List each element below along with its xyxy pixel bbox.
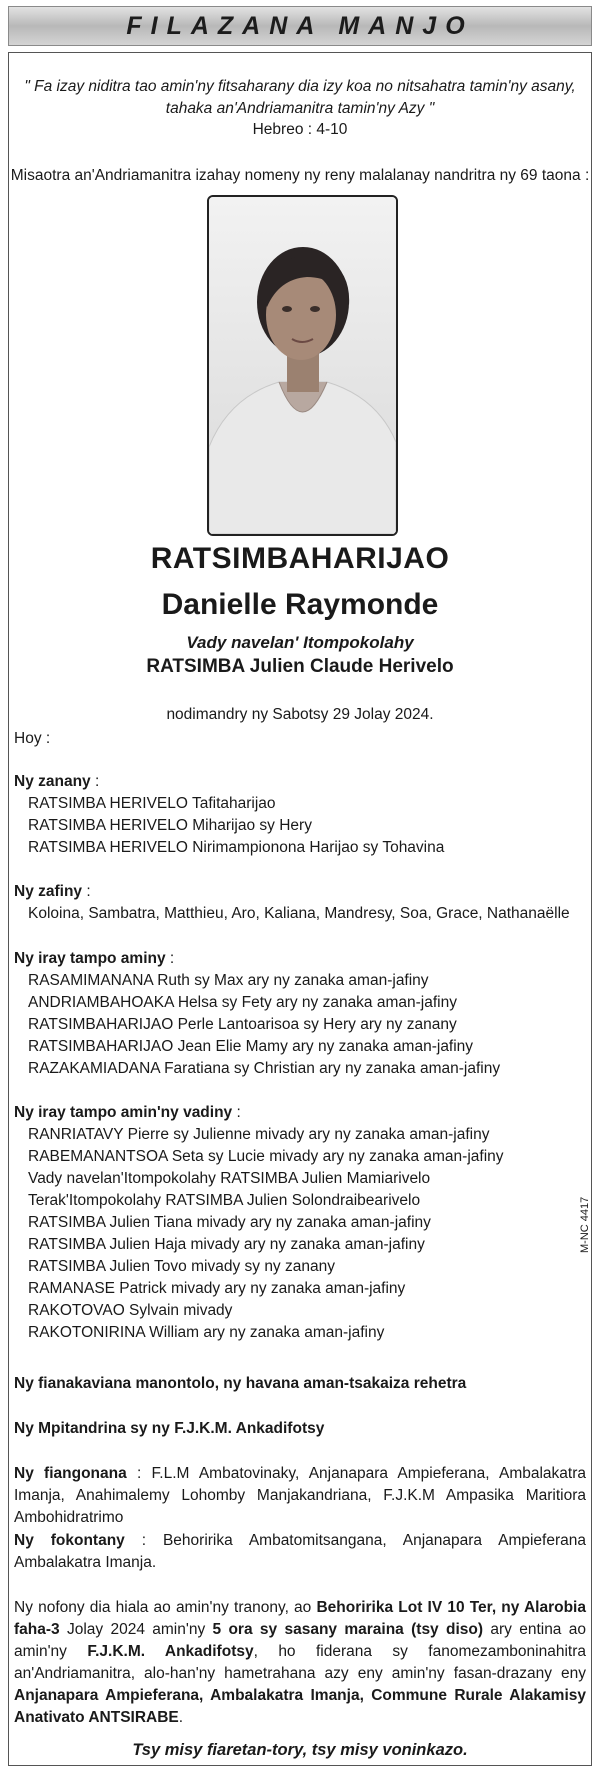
section-label: Ny zafiny — [14, 883, 83, 900]
list-item: Koloina, Sambatra, Matthieu, Aro, Kaliana, Mandresy, Soa, Grace, Nathanaëlle — [28, 905, 570, 922]
section-label: Ny iray tampo aminy — [14, 950, 166, 967]
header-title: FILAZANA MANJO — [126, 11, 474, 40]
section-mpitandrina: Ny Mpitandrina sy ny F.J.K.M. Ankadifotsy — [14, 1420, 325, 1437]
section-fiangonana — [14, 1463, 586, 1529]
deceased-given-names: Danielle Raymonde — [161, 588, 439, 621]
thanks-line: Misaotra an'Andriamanitra izahay nomeny ny reny malalanay nandritra ny 69 taona : — [10, 167, 590, 184]
closing-note: Tsy misy fiaretan-tory, tsy misy voninkazo. — [132, 1741, 468, 1759]
list-item: RAKOTOVAO Sylvain mivady — [28, 1302, 233, 1319]
section-zanany: Ny zanany : RATSIMBA HERIVELO Tafitaharijao RATSIMBA HERIVELO Miharijao sy Hery RATSIMBA HERIVELO Nirimampionona Harijao sy Tohavina — [14, 771, 586, 859]
section-label: Ny zanany — [14, 773, 91, 790]
bible-quote: " Fa izay niditra tao amin'ny fitsaharany dia izy koa no nitsahatra tamin'ny asany, tahaka an'Andriamanitra tamin'ny Azy " — [24, 78, 576, 117]
section-label: Ny iray tampo amin'ny vadiny — [14, 1104, 233, 1121]
header-banner — [8, 6, 592, 46]
section-label: Ny fiangonana — [14, 1465, 127, 1482]
list-item: RANRIATAVY Pierre sy Julienne mivady ary ny zanaka aman-jafiny — [28, 1126, 490, 1143]
section-label: Ny fokontany — [14, 1532, 125, 1549]
deceased-surname: RATSIMBAHARIJAO — [150, 542, 450, 575]
section-text: : F.L.M Ambatovinaky, Anjanapara Ampieferana, Ambalakatra Imanja, Anahimalemy Lohomby Manjakandriana, F.J.K.M Ampasika Maritiora Ambohidratrimo — [14, 1465, 586, 1526]
list-item: RATSIMBAHARIJAO Perle Lantoarisoa sy Hery ary ny zanany — [28, 1016, 457, 1033]
section-fokontany — [14, 1530, 586, 1574]
list-item: RASAMIMANANA Ruth sy Max ary ny zanaka aman-jafiny — [28, 972, 429, 989]
list-item: RATSIMBA Julien Tiana mivady ary ny zanaka aman-jafiny — [28, 1214, 431, 1231]
portrait-photo — [207, 195, 398, 536]
list-item: RABEMANANTSOA Seta sy Lucie mivady ary ny zanaka aman-jafiny — [28, 1148, 504, 1165]
reference-code: M-NC 4417 — [579, 1196, 591, 1253]
section-text: : Behoririka Ambatomitsangana, Anjanapara Ampieferana Ambalakatra Imanja. — [14, 1532, 586, 1571]
list-item: RAMANASE Patrick mivady ary ny zanaka aman-jafiny — [28, 1280, 406, 1297]
hoy-label: Hoy : — [14, 730, 51, 747]
list-item: RATSIMBA HERIVELO Tafitaharijao — [28, 795, 276, 812]
list-item: RAKOTONIRINA William ary ny zanaka aman-jafiny — [28, 1324, 385, 1341]
list-item: Vady navelan'Itompokolahy RATSIMBA Julien Mamiarivelo — [28, 1170, 431, 1187]
list-item: RATSIMBAHARIJAO Jean Elie Mamy ary ny zanaka aman-jafiny — [28, 1038, 474, 1055]
death-date: nodimandry ny Sabotsy 29 Jolay 2024. — [166, 706, 434, 723]
list-item: RATSIMBA HERIVELO Miharijao sy Hery — [28, 817, 312, 834]
section-iray-tampo-vadiny: Ny iray tampo amin'ny vadiny : RANRIATAVY Pierre sy Julienne mivady ary ny zanaka aman-jafiny RABEMANANTSOA Seta sy Lucie mivady ary ny zanaka aman-jafiny Vady navelan'Itompokolahy RATSIMBA Julien Mamiarivelo Terak'Itompokolahy RATSIMBA Julien Solondraibearivelo RATSIMBA Julien Tiana mivady ary ny zanaka aman-jafiny RATSIMBA Julien Haja mivady ary ny zanaka aman-jafiny RATSIMBA Julien Tovo mivady sy ny zanany RAMANASE Patrick mivady ary ny zanaka aman-jafiny RAKOTOVAO Sylvain mivady RAKOTONIRINA William ary ny zanaka aman-jafiny — [14, 1102, 586, 1344]
section-fianakaviana: Ny fianakaviana manontolo, ny havana aman-tsakaiza rehetra — [14, 1375, 467, 1392]
list-item: Terak'Itompokolahy RATSIMBA Julien Solondraibearivelo — [28, 1192, 421, 1209]
section-zafiny: Ny zafiny : Koloina, Sambatra, Matthieu, Aro, Kaliana, Mandresy, Soa, Grace, Nathanaëlle — [14, 881, 586, 925]
funeral-details: Ny nofony dia hiala ao amin'ny tranony, ao Behoririka Lot IV 10 Ter, ny Alarobia faha-3 Jolay 2024 amin'ny 5 ora sy sasany maraina (tsy diso) ary entina ao amin'ny F.J.K.M. Ankadifotsy, ho fiderana sy fanomezamboninahitra an'Andriamanitra, alo-han'ny hametrahana azy eny amin'ny fasan-drazany eny Anjanapara Ampieferana, Ambalakatra Imanja, Commune Rurale Alakamisy Anativato ANTSIRABE. — [14, 1599, 586, 1726]
list-item: RATSIMBA Julien Haja mivady ary ny zanaka aman-jafiny — [28, 1236, 425, 1253]
list-item: RAZAKAMIADANA Faratiana sy Christian ary ny zanaka aman-jafiny — [28, 1060, 501, 1077]
section-iray-tampo: Ny iray tampo aminy : RASAMIMANANA Ruth sy Max ary ny zanaka aman-jafiny ANDRIAMBAHOAKA Helsa sy Fety ary ny zanaka aman-jafiny RATSIMBAHARIJAO Perle Lantoarisoa sy Hery ary ny zanany RATSIMBAHARIJAO Jean Elie Mamy ary ny zanaka aman-jafiny RAZAKAMIADANA Faratiana sy Christian ary ny zanaka aman-jafiny — [14, 948, 586, 1080]
deceased-status: Vady navelan' Itompokolahy — [186, 633, 414, 652]
bible-reference: Hebreo : 4-10 — [252, 121, 348, 138]
list-item: RATSIMBA Julien Tovo mivady sy ny zanany — [28, 1258, 335, 1275]
list-item: ANDRIAMBAHOAKA Helsa sy Fety ary ny zanaka aman-jafiny — [28, 994, 457, 1011]
husband-name: RATSIMBA Julien Claude Herivelo — [146, 656, 454, 677]
list-item: RATSIMBA HERIVELO Nirimampionona Harijao sy Tohavina — [28, 839, 445, 856]
